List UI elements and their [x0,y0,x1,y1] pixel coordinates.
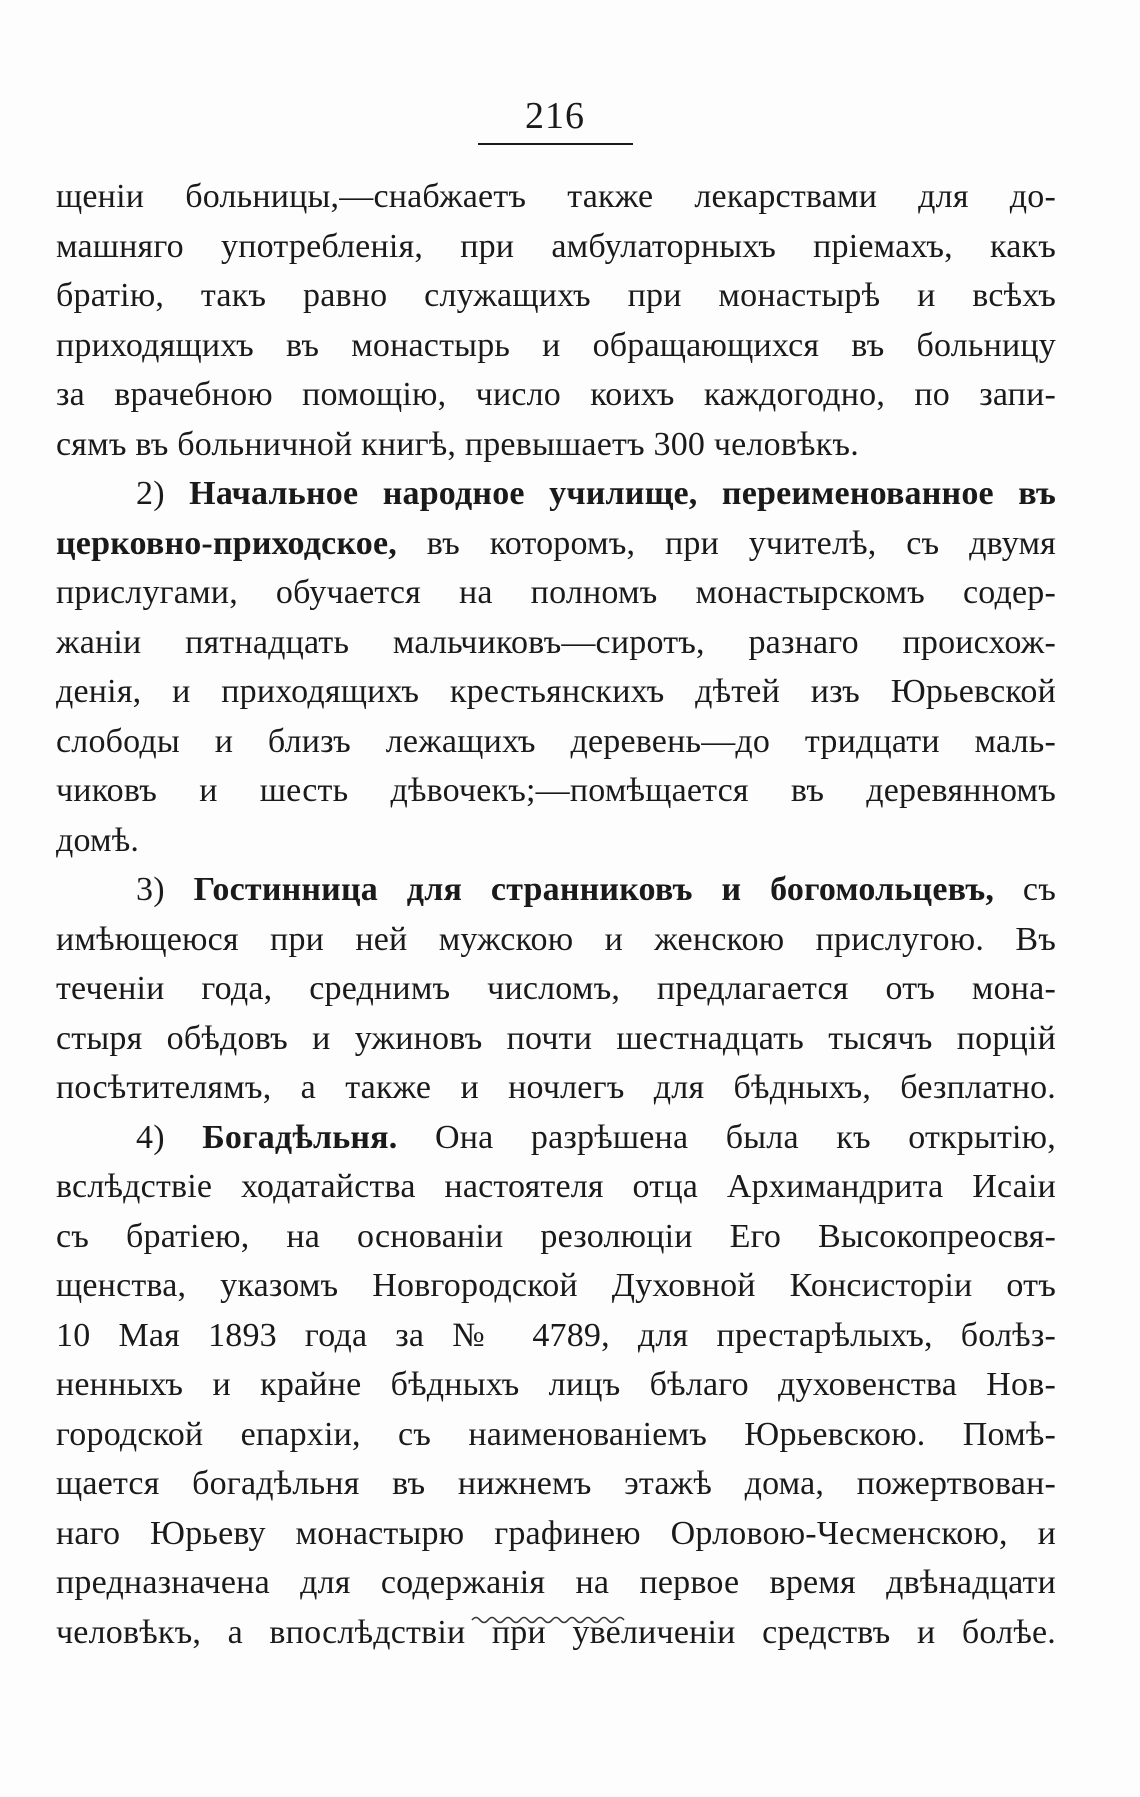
text-line: ненныхъ и крайне бѣдныхъ лицъ бѣлаго духовенства Нов- [56,1366,1056,1403]
text-line: чиковъ и шесть дѣвочекъ;—помѣщается въ деревянномъ [56,772,1056,809]
section-2-title-cont: церковно-приходское, [56,524,397,562]
paragraph-end-line: человѣкъ, а впослѣдствіи при увеличеніи средствъ и болѣе. [56,1613,1056,1651]
end-ornament [470,1610,630,1630]
paragraph-end-line: домѣ. [56,821,140,859]
section-4-heading-line: 4) Богадѣльня. Она разрѣшена была къ открытію, [136,1118,1056,1156]
section-2-heading-line [56,469,1056,519]
section-3-heading-line: 3) Гостинница для странниковъ и богомольцевъ, съ [136,871,1056,908]
text-line: за врачебною помощію, число коихъ каждогодно, по запи- [56,376,1056,413]
text-line: наго Юрьеву монастырю графинею Орловою-Чесменскою, и [56,1514,1056,1552]
text-line: церковно-приходское, въ которомъ, при учителѣ, съ двумя [56,524,1056,562]
section-2-title: Начальное народное училище, переименованное въ [189,475,1056,512]
text-line: щается богадѣльня въ нижнемъ этажѣ дома, пожертвован- [56,1465,1056,1502]
body-text [56,172,1056,1657]
text-line: щеніи больницы,—снабжаетъ также лекарствами для до- [56,178,1056,215]
section-3-title: Гостинница для странниковъ и богомольцевъ, [193,871,995,908]
text-line: городской епархіи, съ наименованіемъ Юрьевскою. Помѣ- [56,1415,1056,1453]
text-line: щенства, указомъ Новгородской Духовной Консисторіи отъ [56,1267,1056,1304]
item-number: 4) [136,1118,203,1156]
item-number: 3) [136,871,194,908]
page-number-rule [478,143,633,145]
text-line: стыря обѣдовъ и ужиновъ почти шестнадцать тысячъ порцій [56,1019,1056,1057]
section-4-title: Богадѣльня. [202,1118,398,1156]
text-line: машняго употребленія, при амбулаторныхъ пріемахъ, какъ [56,227,1056,265]
text-line: приходящихъ въ монастырь и обращающихся въ больницу [56,326,1056,364]
text-line: слободы и близъ лежащихъ деревень—до тридцати маль- [56,722,1056,760]
item-number: 2) [136,475,190,512]
text-line: имѣющеюся при ней мужскою и женскою прислугою. Въ [56,920,1056,958]
text-line: предназначена для содержанія на первое время двѣнадцати [56,1564,1056,1601]
text-line: 10 Мая 1893 года за № 4789, для престарѣлыхъ, болѣз- [56,1316,1056,1354]
text-line: жаніи пятнадцать мальчиковъ—сиротъ, разнаго происхож- [56,623,1056,661]
text-line: прислугами, обучается на полномъ монастырскомъ содер- [56,574,1056,611]
text-line: денія, и приходящихъ крестьянскихъ дѣтей изъ Юрьевской [56,673,1056,710]
text-line: теченіи года, среднимъ числомъ, предлагается отъ мона- [56,970,1056,1007]
text-line: вслѣдствіе ходатайства настоятеля отца Архимандрита Исаіи [56,1168,1056,1205]
text-line: съ братіею, на основаніи резолюціи Его Высокопреосвя- [56,1217,1056,1255]
paragraph-end-line: посѣтителямъ, а также и ночлегъ для бѣдныхъ, безплатно. [56,1069,1056,1106]
paragraph-end-line: сямъ въ больничной книгѣ, превышаетъ 300 человѣкъ. [56,425,859,463]
text-line: братію, такъ равно служащихъ при монастырѣ и всѣхъ [56,277,1056,314]
page-number: 216 [525,95,585,137]
